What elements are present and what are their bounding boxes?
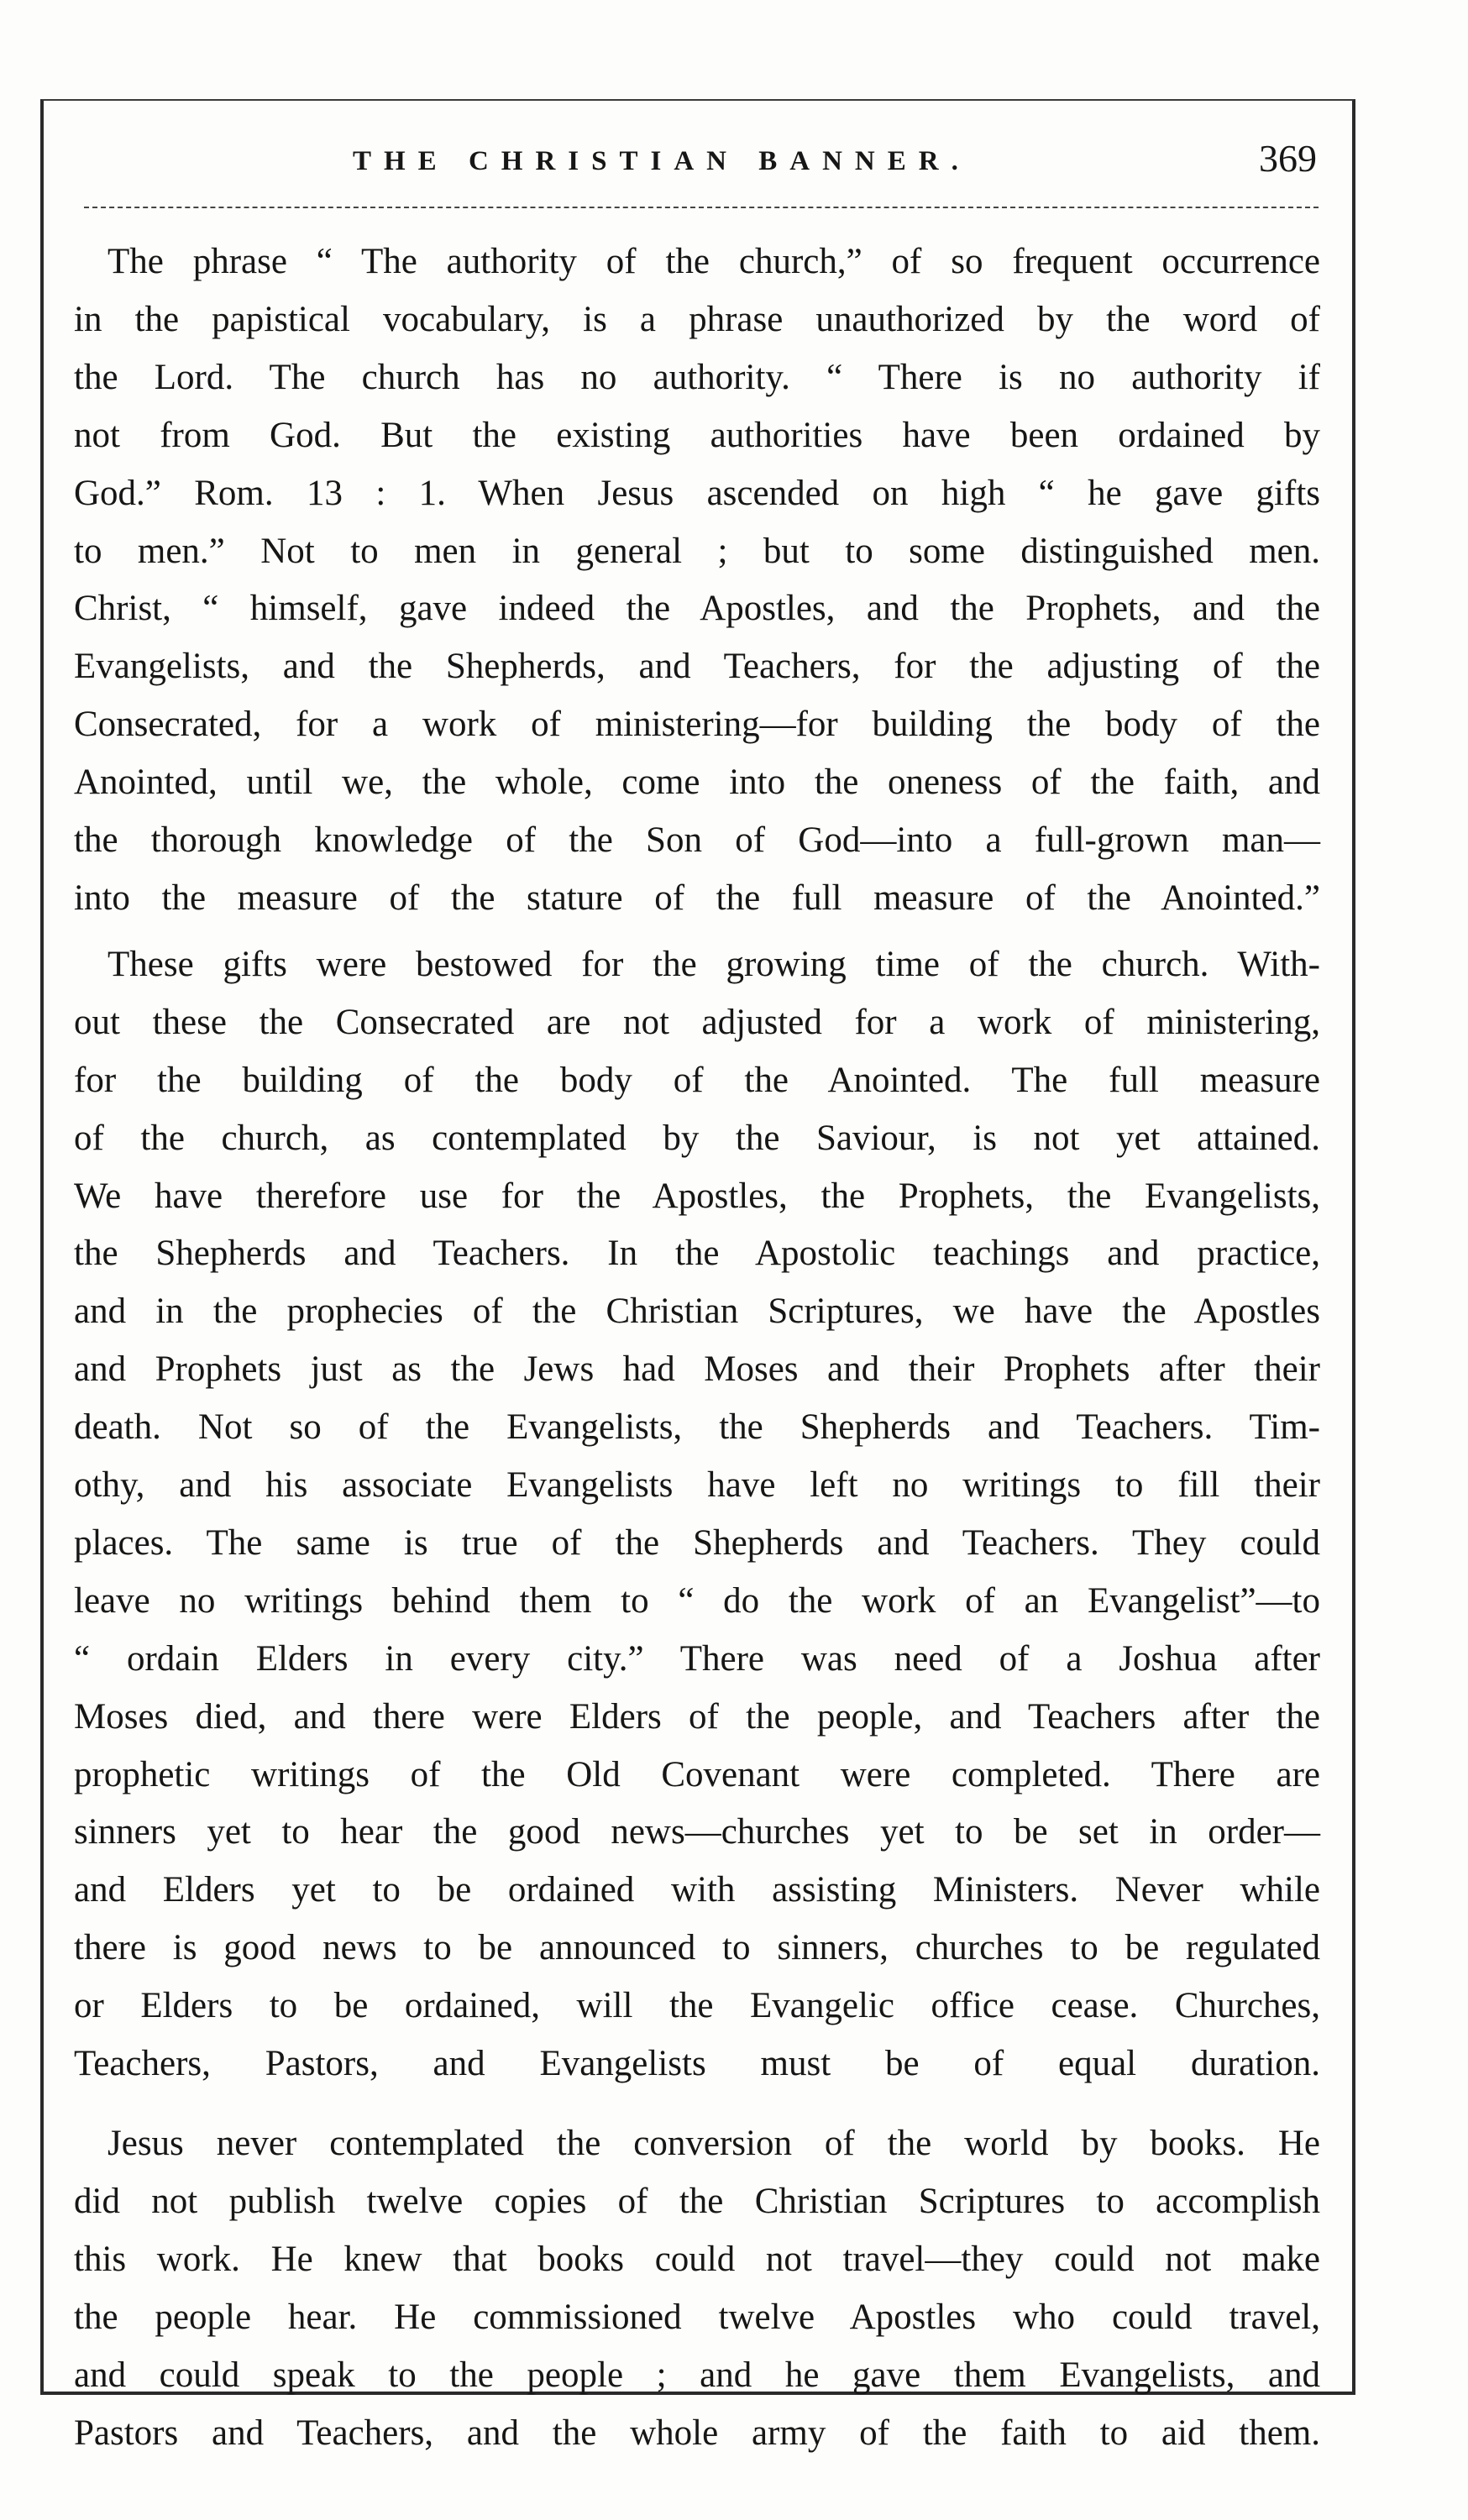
text-line: Evangelists, and the Shepherds, and Teachers, for the adjusting of the	[74, 647, 1320, 687]
text-line: Moses died, and there were Elders of the people, and Teachers after the	[74, 1696, 1320, 1737]
text-line: out these the Consecrated are not adjusted for a work of ministering,	[74, 1002, 1320, 1042]
text-line: Pastors and Teachers, and the whole army of the faith to aid them.	[74, 2413, 1320, 2453]
text-line: and Elders yet to be ordained with assisting Ministers. Never while	[74, 1870, 1320, 1910]
text-line: the thorough knowledge of the Son of God—into a full-grown man—	[74, 820, 1320, 861]
article-body	[74, 233, 1320, 2462]
text-line: These gifts were bestowed for the growing time of the church. With-	[107, 944, 1320, 984]
text-line: Christ, “ himself, gave indeed the Apostles, and the Prophets, and the	[74, 589, 1320, 629]
text-line: Consecrated, for a work of ministering—for building the body of the	[74, 705, 1320, 745]
header-rule	[84, 207, 1319, 208]
text-line: of the church, as contemplated by the Saviour, is not yet attained.	[74, 1118, 1320, 1158]
text-line: sinners yet to hear the good news—churches yet to be set in order—	[74, 1812, 1320, 1852]
text-line: this work. He knew that books could not travel—they could not make	[74, 2239, 1320, 2279]
text-line: places. The same is true of the Shepherds and Teachers. They could	[74, 1522, 1320, 1563]
text-line: death. Not so of the Evangelists, the Shepherds and Teachers. Tim-	[74, 1407, 1320, 1448]
page-header	[76, 139, 1319, 190]
text-line: and in the prophecies of the Christian Scriptures, we have the Apostles	[74, 1291, 1320, 1332]
text-line: and Prophets just as the Jews had Moses and their Prophets after their	[74, 1349, 1320, 1390]
text-line: the Shepherds and Teachers. In the Apostolic teachings and practice,	[74, 1234, 1320, 1274]
text-line: We have therefore use for the Apostles, the Prophets, the Evangelists,	[74, 1176, 1320, 1216]
paragraph-1	[74, 233, 1320, 928]
text-line: Anointed, until we, the whole, come into the oneness of the faith, and	[74, 762, 1320, 803]
text-line: leave no writings behind them to “ do the work of an Evangelist”—to	[74, 1580, 1320, 1621]
text-line: did not publish twelve copies of the Christian Scriptures to accomplish	[74, 2181, 1320, 2221]
text-line: “ ordain Elders in every city.” There was need of a Joshua after	[74, 1638, 1320, 1679]
text-line: or Elders to be ordained, will the Evangelic office cease. Churches,	[74, 1986, 1320, 2026]
text-line: the people hear. He commissioned twelve Apostles who could travel,	[74, 2297, 1320, 2337]
text-line: Teachers, Pastors, and Evangelists must be of equal duration.	[74, 2044, 1320, 2084]
running-title: THE CHRISTIAN BANNER.	[353, 146, 971, 176]
text-line: God.” Rom. 13 : 1. When Jesus ascended on high “ he gave gifts	[74, 473, 1320, 513]
paragraph-2	[74, 936, 1320, 2093]
page-number: 369	[1259, 137, 1317, 180]
text-line: Jesus never contemplated the conversion of the world by books. He	[107, 2124, 1320, 2163]
text-line: to men.” Not to men in general ; but to some distinguished men.	[74, 531, 1320, 571]
text-line: into the measure of the stature of the full measure of the Anointed.”	[74, 878, 1320, 918]
text-line: prophetic writings of the Old Covenant were completed. There are	[74, 1754, 1320, 1794]
text-line: the Lord. The church has no authority. “ There is no authority if	[74, 357, 1320, 397]
text-line: there is good news to be announced to sinners, churches to be regulated	[74, 1928, 1320, 1968]
text-line: othy, and his associate Evangelists have left no writings to fill their	[74, 1465, 1320, 1506]
paragraph-3	[74, 2115, 1320, 2462]
text-line: in the papistical vocabulary, is a phrase unauthorized by the word of	[74, 299, 1320, 339]
text-line: and could speak to the people ; and he gave them Evangelists, and	[74, 2355, 1320, 2395]
text-line: not from God. But the existing authorities have been ordained by	[74, 415, 1320, 455]
text-line: The phrase “ The authority of the church,” of so frequent occurrence	[107, 242, 1320, 281]
text-line: for the building of the body of the Anointed. The full measure	[74, 1060, 1320, 1100]
